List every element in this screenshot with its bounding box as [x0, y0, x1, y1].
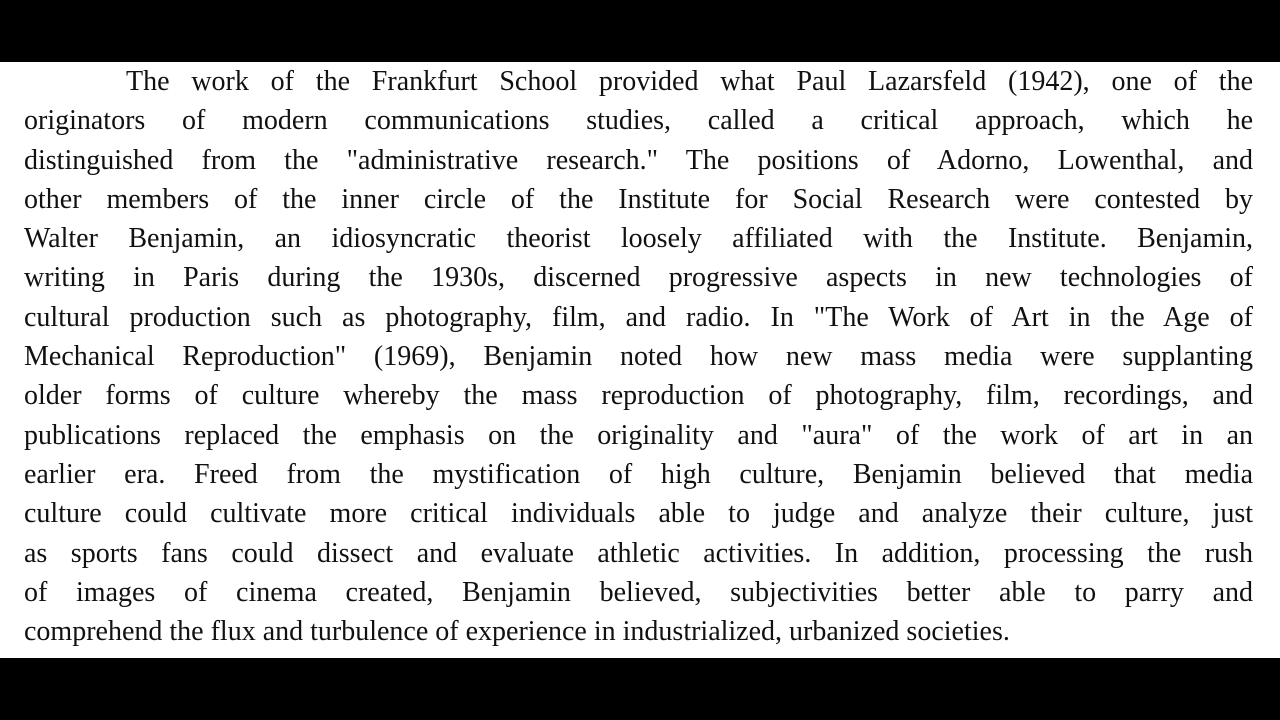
text-line: Walter Benjamin, an idiosyncratic theorist loosely affiliated with the Institute. Benjamin,: [24, 223, 1253, 255]
text-line: earlier era. Freed from the mystification of high culture, Benjamin believed that media: [24, 458, 1253, 490]
text-line: other members of the inner circle of the Institute for Social Research were contested by: [24, 183, 1253, 215]
document-page: [0, 62, 1280, 658]
text-line: culture could cultivate more critical individuals able to judge and analyze their culture, just: [24, 498, 1253, 530]
text-line: cultural production such as photography, film, and radio. In "The Work of Art in the Age of: [24, 301, 1253, 333]
text-line: The work of the Frankfurt School provided what Paul Lazarsfeld (1942), one of the: [126, 66, 1253, 97]
text-line: of images of cinema created, Benjamin believed, subjectivities better able to parry and: [24, 576, 1253, 608]
text-line: originators of modern communications studies, called a critical approach, which he: [24, 105, 1253, 137]
text-line: distinguished from the "administrative research." The positions of Adorno, Lowenthal, and: [24, 144, 1253, 176]
text-line: publications replaced the emphasis on the originality and "aura" of the work of art in an: [24, 419, 1253, 451]
text-line: comprehend the flux and turbulence of experience in industrialized, urbanized societies.: [24, 616, 1010, 648]
text-line: Mechanical Reproduction" (1969), Benjamin noted how new mass media were supplanting: [24, 341, 1253, 373]
text-line: writing in Paris during the 1930s, discerned progressive aspects in new technologies of: [24, 262, 1253, 294]
body-paragraph: [24, 62, 1253, 651]
text-line: as sports fans could dissect and evaluate athletic activities. In addition, processing the rush: [24, 537, 1253, 569]
text-line: older forms of culture whereby the mass reproduction of photography, film, recordings, and: [24, 380, 1253, 412]
